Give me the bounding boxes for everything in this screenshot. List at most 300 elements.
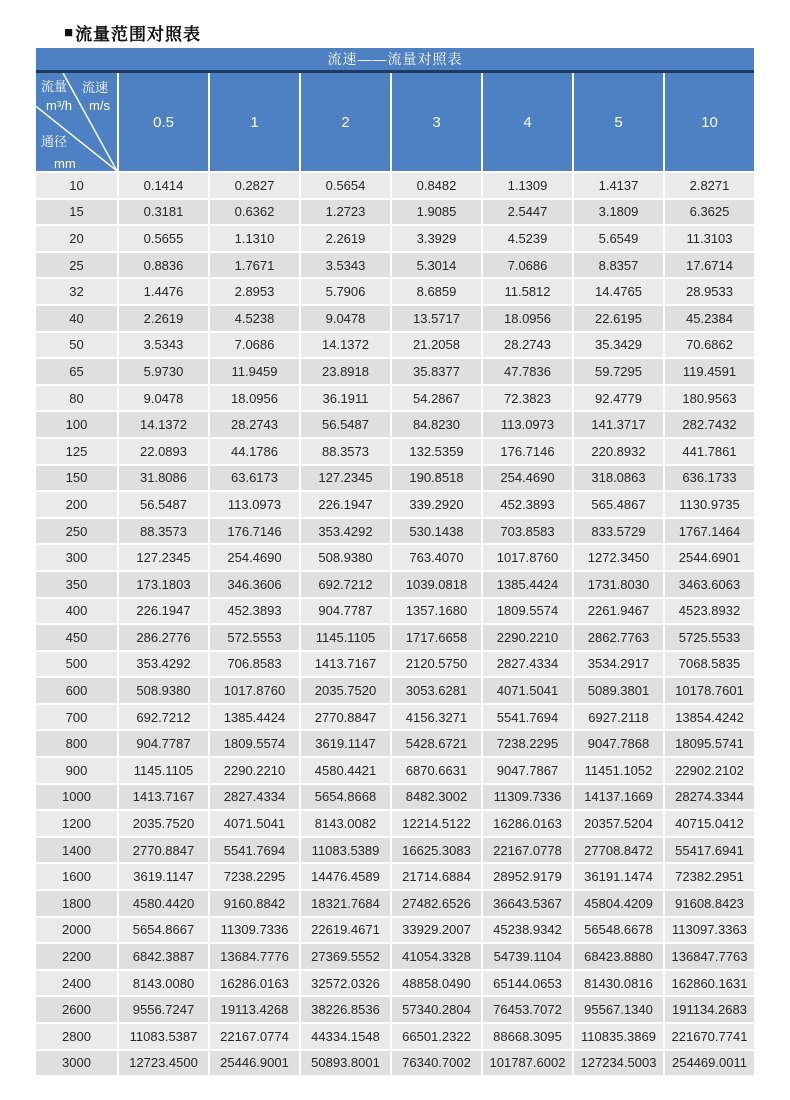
flow-value-cell: 8143.0080 (117, 971, 208, 996)
flow-value-cell: 4071.5041 (208, 811, 299, 836)
flow-value-cell: 54739.1104 (481, 944, 572, 969)
flow-value-cell: 6.3625 (663, 200, 754, 225)
table-row (36, 492, 754, 519)
velocity-header-row (36, 73, 754, 173)
flow-value-cell: 56.5487 (117, 492, 208, 517)
flow-value-cell: 1145.1105 (117, 758, 208, 783)
corner-flow-label: 流量 (41, 79, 68, 94)
flow-value-cell: 572.5553 (208, 625, 299, 650)
table-row (36, 200, 754, 227)
flow-value-cell: 565.4867 (572, 492, 663, 517)
flow-value-cell: 5.7906 (299, 279, 390, 304)
flow-value-cell: 92.4779 (572, 386, 663, 411)
table-caption: 流速——流量对照表 (36, 48, 754, 70)
flow-value-cell: 1.7671 (208, 253, 299, 278)
flow-value-cell: 2.2619 (117, 306, 208, 331)
flow-value-cell: 27369.5552 (299, 944, 390, 969)
flow-value-cell: 127.2345 (299, 466, 390, 491)
flow-value-cell: 1.4137 (572, 173, 663, 198)
table-row (36, 891, 754, 918)
flow-value-cell: 1413.7167 (299, 652, 390, 677)
table-row (36, 333, 754, 360)
flow-value-cell: 5541.7694 (208, 838, 299, 863)
diameter-cell: 1000 (62, 789, 91, 805)
flow-value-cell: 18321.7684 (299, 891, 390, 916)
diameter-cell: 3000 (62, 1055, 91, 1071)
flow-value-cell: 66501.2322 (390, 1024, 481, 1049)
corner-velocity-unit: m/s (89, 98, 110, 113)
flow-value-cell: 57340.2804 (390, 997, 481, 1022)
flow-value-cell: 32572.0326 (299, 971, 390, 996)
flow-value-cell: 18.0956 (208, 386, 299, 411)
flow-value-cell: 441.7861 (663, 439, 754, 464)
flow-value-cell: 2770.8847 (299, 705, 390, 730)
flow-value-cell: 1017.8760 (481, 545, 572, 570)
flow-value-cell: 48858.0490 (390, 971, 481, 996)
flow-value-cell: 5725.5533 (663, 625, 754, 650)
flow-value-cell: 84.8230 (390, 412, 481, 437)
table-row (36, 173, 754, 200)
flow-value-cell: 76340.7002 (390, 1051, 481, 1076)
flow-value-cell: 4580.4420 (117, 891, 208, 916)
diameter-cell: 80 (69, 390, 84, 406)
flow-value-cell: 339.2920 (390, 492, 481, 517)
flow-value-cell: 36191.1474 (572, 864, 663, 889)
flow-value-cell: 11.3103 (663, 226, 754, 251)
velocity-header-cell: 5 (572, 73, 663, 171)
flow-value-cell: 452.3893 (481, 492, 572, 517)
table-row (36, 599, 754, 626)
flow-value-cell: 3.3929 (390, 226, 481, 251)
flow-value-cell: 7.0686 (481, 253, 572, 278)
diameter-cell: 125 (65, 443, 88, 459)
flow-value-cell: 3619.1147 (299, 731, 390, 756)
flow-value-cell: 9047.7868 (572, 731, 663, 756)
flow-value-cell: 346.3606 (208, 572, 299, 597)
flow-value-cell: 3.5343 (299, 253, 390, 278)
flow-value-cell: 13.5717 (390, 306, 481, 331)
flow-value-cell: 35.3429 (572, 333, 663, 358)
flow-value-cell: 2290.2210 (481, 625, 572, 650)
table-row (36, 572, 754, 599)
flow-value-cell: 36.1911 (299, 386, 390, 411)
flow-value-cell: 17.6714 (663, 253, 754, 278)
flow-value-cell: 127234.5003 (572, 1051, 663, 1076)
flow-value-cell: 5.9730 (117, 359, 208, 384)
table-row (36, 625, 754, 652)
flow-value-cell: 9047.7867 (481, 758, 572, 783)
flow-value-cell: 226.1947 (299, 492, 390, 517)
flow-value-cell: 4523.8932 (663, 599, 754, 624)
flow-value-cell: 70.6862 (663, 333, 754, 358)
flow-value-cell: 282.7432 (663, 412, 754, 437)
diameter-cell: 1400 (62, 842, 91, 858)
flow-value-cell: 7068.5835 (663, 652, 754, 677)
flow-value-cell: 68423.8880 (572, 944, 663, 969)
flow-value-cell: 2261.9467 (572, 599, 663, 624)
flow-value-cell: 16625.3083 (390, 838, 481, 863)
flow-value-cell: 132.5359 (390, 439, 481, 464)
flow-value-cell: 59.7295 (572, 359, 663, 384)
flow-value-cell: 45804.4209 (572, 891, 663, 916)
flow-value-cell: 1.1309 (481, 173, 572, 198)
flow-value-cell: 508.9380 (117, 678, 208, 703)
flow-value-cell: 4156.3271 (390, 705, 481, 730)
flow-value-cell: 904.7787 (299, 599, 390, 624)
flow-value-cell: 176.7146 (481, 439, 572, 464)
flow-value-cell: 9160.8842 (208, 891, 299, 916)
flow-value-cell: 11083.5387 (117, 1024, 208, 1049)
diameter-cell: 700 (65, 709, 88, 725)
flow-value-cell: 4580.4421 (299, 758, 390, 783)
diameter-cell: 450 (65, 629, 88, 645)
diameter-cell: 800 (65, 736, 88, 752)
flow-value-cell: 22167.0778 (481, 838, 572, 863)
flow-value-cell: 38226.8536 (299, 997, 390, 1022)
flow-value-cell: 4.5238 (208, 306, 299, 331)
flow-value-cell: 180.9563 (663, 386, 754, 411)
flow-value-cell: 72382.2951 (663, 864, 754, 889)
diameter-cell: 900 (65, 762, 88, 778)
table-row (36, 758, 754, 785)
table-row (36, 1024, 754, 1051)
flow-value-cell: 56548.6678 (572, 918, 663, 943)
table-row (36, 306, 754, 333)
diameter-cell: 32 (69, 284, 84, 300)
flow-value-cell: 3619.1147 (117, 864, 208, 889)
flow-value-cell: 14476.4589 (299, 864, 390, 889)
flow-value-cell: 1385.4424 (208, 705, 299, 730)
flow-value-cell: 190.8518 (390, 466, 481, 491)
flow-value-cell: 21.2058 (390, 333, 481, 358)
flow-value-cell: 0.5655 (117, 226, 208, 251)
flow-value-cell: 5541.7694 (481, 705, 572, 730)
flow-value-cell: 40715.0412 (663, 811, 754, 836)
flow-value-cell: 0.3181 (117, 200, 208, 225)
flow-value-cell: 5428.6721 (390, 731, 481, 756)
diameter-cell: 600 (65, 683, 88, 699)
flow-value-cell: 833.5729 (572, 519, 663, 544)
flow-value-cell: 254.4690 (481, 466, 572, 491)
flow-value-cell: 2770.8847 (117, 838, 208, 863)
table-row (36, 971, 754, 998)
diameter-cell: 2200 (62, 949, 91, 965)
flow-value-cell: 18095.5741 (663, 731, 754, 756)
flow-value-cell: 119.4591 (663, 359, 754, 384)
flow-value-cell: 5654.8667 (117, 918, 208, 943)
flow-value-cell: 763.4070 (390, 545, 481, 570)
flow-value-cell: 220.8932 (572, 439, 663, 464)
diameter-cell: 300 (65, 550, 88, 566)
flow-value-cell: 0.6362 (208, 200, 299, 225)
flow-value-cell: 41054.3328 (390, 944, 481, 969)
flow-value-cell: 25446.9001 (208, 1051, 299, 1076)
flow-value-cell: 33929.2007 (390, 918, 481, 943)
flow-value-cell: 5654.8668 (299, 785, 390, 810)
flow-value-cell: 22902.2102 (663, 758, 754, 783)
diameter-cell: 250 (65, 523, 88, 539)
flow-value-cell: 904.7787 (117, 731, 208, 756)
flow-value-cell: 10178.7601 (663, 678, 754, 703)
diameter-cell: 200 (65, 496, 88, 512)
flow-value-cell: 9.0478 (299, 306, 390, 331)
square-bullet-icon: ■ (64, 23, 74, 41)
flow-value-cell: 508.9380 (299, 545, 390, 570)
flow-value-cell: 88.3573 (117, 519, 208, 544)
flow-value-cell: 1731.8030 (572, 572, 663, 597)
flow-value-cell: 110835.3869 (572, 1024, 663, 1049)
flow-rate-table (36, 48, 754, 1077)
flow-value-cell: 36643.5367 (481, 891, 572, 916)
flow-value-cell: 13684.7776 (208, 944, 299, 969)
flow-value-cell: 45.2384 (663, 306, 754, 331)
flow-value-cell: 1.9085 (390, 200, 481, 225)
flow-value-cell: 7238.2295 (208, 864, 299, 889)
flow-value-cell: 56.5487 (299, 412, 390, 437)
flow-value-cell: 254.4690 (208, 545, 299, 570)
flow-value-cell: 16286.0163 (208, 971, 299, 996)
flow-value-cell: 692.7212 (299, 572, 390, 597)
table-body (36, 173, 754, 1077)
flow-value-cell: 2035.7520 (117, 811, 208, 836)
flow-value-cell: 1017.8760 (208, 678, 299, 703)
table-row (36, 253, 754, 280)
velocity-header-cell: 0.5 (117, 73, 208, 171)
flow-value-cell: 7238.2295 (481, 731, 572, 756)
flow-value-cell: 703.8583 (481, 519, 572, 544)
table-row (36, 545, 754, 572)
flow-value-cell: 318.0863 (572, 466, 663, 491)
flow-value-cell: 2035.7520 (299, 678, 390, 703)
flow-value-cell: 113.0973 (208, 492, 299, 517)
flow-value-cell: 55417.6941 (663, 838, 754, 863)
flow-value-cell: 28952.9179 (481, 864, 572, 889)
flow-value-cell: 706.8583 (208, 652, 299, 677)
table-row (36, 918, 754, 945)
flow-value-cell: 162860.1631 (663, 971, 754, 996)
flow-value-cell: 113.0973 (481, 412, 572, 437)
table-row (36, 864, 754, 891)
flow-value-cell: 8143.0082 (299, 811, 390, 836)
flow-value-cell: 8.8357 (572, 253, 663, 278)
flow-value-cell: 353.4292 (117, 652, 208, 677)
flow-value-cell: 23.8918 (299, 359, 390, 384)
flow-value-cell: 31.8086 (117, 466, 208, 491)
corner-diameter-unit: mm (54, 156, 76, 171)
flow-value-cell: 45238.9342 (481, 918, 572, 943)
flow-value-cell: 452.3893 (208, 599, 299, 624)
flow-value-cell: 14.4765 (572, 279, 663, 304)
diameter-cell: 500 (65, 656, 88, 672)
flow-value-cell: 44334.1548 (299, 1024, 390, 1049)
flow-value-cell: 2827.4334 (481, 652, 572, 677)
flow-value-cell: 11.5812 (481, 279, 572, 304)
flow-value-cell: 5089.3801 (572, 678, 663, 703)
flow-value-cell: 72.3823 (481, 386, 572, 411)
table-row (36, 466, 754, 493)
flow-value-cell: 191134.2683 (663, 997, 754, 1022)
flow-value-cell: 22167.0774 (208, 1024, 299, 1049)
flow-value-cell: 14.1372 (299, 333, 390, 358)
flow-value-cell: 6870.6631 (390, 758, 481, 783)
velocity-header-cell: 10 (663, 73, 754, 171)
flow-value-cell: 2544.6901 (663, 545, 754, 570)
flow-value-cell: 81430.0816 (572, 971, 663, 996)
flow-value-cell: 35.8377 (390, 359, 481, 384)
flow-value-cell: 28.2743 (481, 333, 572, 358)
flow-value-cell: 0.8836 (117, 253, 208, 278)
flow-value-cell: 47.7836 (481, 359, 572, 384)
flow-value-cell: 12723.4500 (117, 1051, 208, 1076)
flow-value-cell: 136847.7763 (663, 944, 754, 969)
flow-value-cell: 88.3573 (299, 439, 390, 464)
table-row (36, 439, 754, 466)
flow-value-cell: 636.1733 (663, 466, 754, 491)
flow-value-cell: 3534.2917 (572, 652, 663, 677)
flow-value-cell: 1.4476 (117, 279, 208, 304)
velocity-header-cell: 4 (481, 73, 572, 171)
diameter-cell: 150 (65, 470, 88, 486)
flow-value-cell: 1717.6658 (390, 625, 481, 650)
flow-value-cell: 8.6859 (390, 279, 481, 304)
table-row (36, 652, 754, 679)
flow-value-cell: 76453.7072 (481, 997, 572, 1022)
diameter-cell: 15 (69, 204, 84, 220)
flow-value-cell: 127.2345 (117, 545, 208, 570)
table-row (36, 705, 754, 732)
flow-value-cell: 5.3014 (390, 253, 481, 278)
flow-value-cell: 3463.6063 (663, 572, 754, 597)
flow-value-cell: 1809.5574 (481, 599, 572, 624)
page-title: 流量范围对照表 (75, 24, 202, 44)
flow-value-cell: 3053.6281 (390, 678, 481, 703)
flow-value-cell: 2862.7763 (572, 625, 663, 650)
flow-value-cell: 12214.5122 (390, 811, 481, 836)
flow-value-cell: 54.2867 (390, 386, 481, 411)
flow-value-cell: 4.5239 (481, 226, 572, 251)
flow-value-cell: 530.1438 (390, 519, 481, 544)
flow-value-cell: 0.2827 (208, 173, 299, 198)
flow-value-cell: 0.8482 (390, 173, 481, 198)
flow-value-cell: 2.8953 (208, 279, 299, 304)
flow-value-cell: 176.7146 (208, 519, 299, 544)
table-row (36, 1051, 754, 1078)
flow-value-cell: 1145.1105 (299, 625, 390, 650)
flow-value-cell: 8482.3002 (390, 785, 481, 810)
flow-value-cell: 254469.0011 (663, 1051, 754, 1076)
table-row (36, 838, 754, 865)
flow-value-cell: 63.6173 (208, 466, 299, 491)
flow-value-cell: 91608.8423 (663, 891, 754, 916)
flow-value-cell: 1809.5574 (208, 731, 299, 756)
diameter-cell: 1200 (62, 816, 91, 832)
diameter-cell: 350 (65, 576, 88, 592)
diameter-cell: 40 (69, 310, 84, 326)
flow-value-cell: 3.1809 (572, 200, 663, 225)
diameter-cell: 100 (65, 417, 88, 433)
flow-value-cell: 22619.4671 (299, 918, 390, 943)
flow-value-cell: 65144.0653 (481, 971, 572, 996)
diameter-cell: 2600 (62, 1002, 91, 1018)
table-row (36, 678, 754, 705)
flow-value-cell: 13854.4242 (663, 705, 754, 730)
table-row (36, 279, 754, 306)
flow-value-cell: 5.6549 (572, 226, 663, 251)
flow-value-cell: 1.1310 (208, 226, 299, 251)
flow-value-cell: 18.0956 (481, 306, 572, 331)
flow-value-cell: 101787.6002 (481, 1051, 572, 1076)
flow-value-cell: 7.0686 (208, 333, 299, 358)
flow-value-cell: 1.2723 (299, 200, 390, 225)
diameter-cell: 400 (65, 603, 88, 619)
diameter-cell: 2000 (62, 922, 91, 938)
diameter-cell: 10 (69, 177, 84, 193)
flow-value-cell: 11309.7336 (481, 785, 572, 810)
flow-value-cell: 28274.3344 (663, 785, 754, 810)
velocity-header-cell: 2 (299, 73, 390, 171)
diameter-cell: 1600 (62, 869, 91, 885)
flow-value-cell: 1357.1680 (390, 599, 481, 624)
flow-value-cell: 22.0893 (117, 439, 208, 464)
diameter-cell: 20 (69, 230, 84, 246)
diameter-cell: 65 (69, 363, 84, 379)
flow-value-cell: 221670.7741 (663, 1024, 754, 1049)
flow-value-cell: 2.8271 (663, 173, 754, 198)
flow-value-cell: 226.1947 (117, 599, 208, 624)
table-row (36, 519, 754, 546)
diameter-cell: 1800 (62, 895, 91, 911)
velocity-header-cell: 3 (390, 73, 481, 171)
flow-value-cell: 28.2743 (208, 412, 299, 437)
table-row (36, 386, 754, 413)
flow-value-cell: 20357.5204 (572, 811, 663, 836)
flow-value-cell: 11.9459 (208, 359, 299, 384)
corner-flow-unit: m³/h (46, 98, 72, 113)
flow-value-cell: 11309.7336 (208, 918, 299, 943)
flow-value-cell: 2290.2210 (208, 758, 299, 783)
flow-value-cell: 14137.1669 (572, 785, 663, 810)
flow-value-cell: 1039.0818 (390, 572, 481, 597)
flow-value-cell: 50893.8001 (299, 1051, 390, 1076)
table-row (36, 944, 754, 971)
flow-value-cell: 95567.1340 (572, 997, 663, 1022)
diameter-cell: 25 (69, 257, 84, 273)
table-row (36, 359, 754, 386)
corner-cell (36, 73, 117, 171)
flow-value-cell: 28.9533 (663, 279, 754, 304)
corner-diameter-label: 通径 (41, 134, 68, 149)
flow-value-cell: 3.5343 (117, 333, 208, 358)
flow-value-cell: 11083.5389 (299, 838, 390, 863)
table-row (36, 226, 754, 253)
flow-value-cell: 27482.6526 (390, 891, 481, 916)
flow-value-cell: 141.3717 (572, 412, 663, 437)
table-row (36, 811, 754, 838)
flow-value-cell: 11451.1052 (572, 758, 663, 783)
diameter-cell: 2800 (62, 1028, 91, 1044)
flow-value-cell: 1272.3450 (572, 545, 663, 570)
flow-value-cell: 286.2776 (117, 625, 208, 650)
flow-value-cell: 2120.5750 (390, 652, 481, 677)
flow-value-cell: 6927.2118 (572, 705, 663, 730)
flow-value-cell: 44.1786 (208, 439, 299, 464)
flow-value-cell: 2.5447 (481, 200, 572, 225)
table-row (36, 731, 754, 758)
flow-value-cell: 353.4292 (299, 519, 390, 544)
flow-value-cell: 22.6195 (572, 306, 663, 331)
flow-value-cell: 9.0478 (117, 386, 208, 411)
flow-value-cell: 88668.3095 (481, 1024, 572, 1049)
